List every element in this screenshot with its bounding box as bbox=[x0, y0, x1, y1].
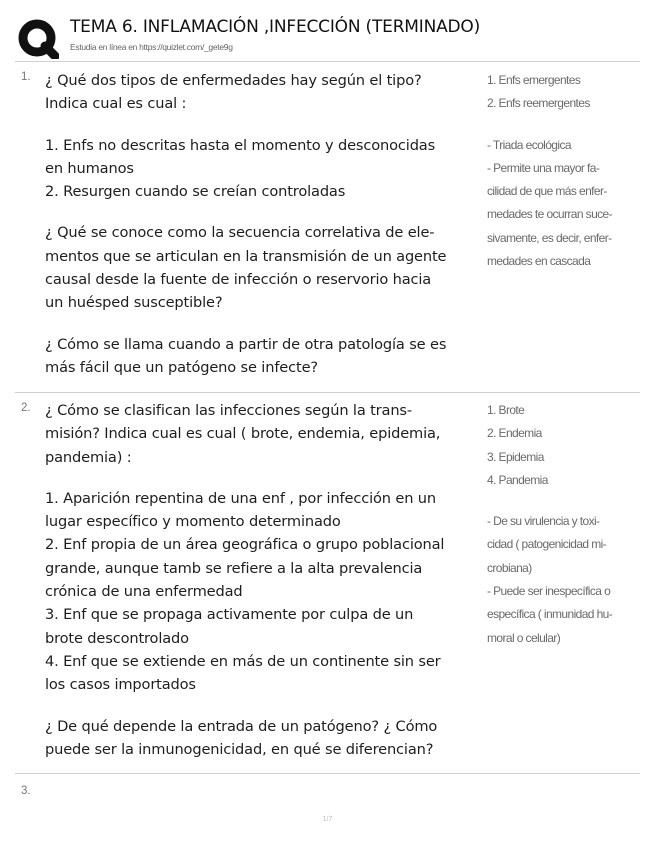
document-title: TEMA 6. INFLAMACIÓN ,INFECCIÓN (TERMINADO) bbox=[70, 17, 481, 37]
term-line: ¿ Qué se conoce como la secuencia correlativa de ele- bbox=[45, 224, 435, 242]
definition-line: 3. Epidemia bbox=[487, 449, 544, 464]
definition-line: - Permite una mayor fa- bbox=[487, 160, 600, 175]
definition-line: 4. Pandemia bbox=[487, 472, 548, 487]
definition-line: 2. Enfs reemergentes bbox=[487, 96, 590, 111]
definition-line: 2. Endemia bbox=[487, 426, 542, 441]
term-line: 2. Enf propia de un área geográfica o grupo poblacional bbox=[45, 536, 445, 554]
definition-line: - De su virulencia y toxi- bbox=[487, 514, 600, 529]
term-line: puede ser la inmunogenicidad, en qué se diferencian? bbox=[45, 740, 434, 758]
term-line: en humanos bbox=[45, 159, 134, 177]
definition-line: crobiana) bbox=[487, 560, 532, 575]
card-number: 2. bbox=[21, 402, 31, 414]
definition-line: 1. Enfs emergentes bbox=[487, 73, 581, 87]
definition-line: específica ( inmunidad hu- bbox=[487, 607, 613, 622]
term-line: grande, aunque tamb se refiere a la alta prevalencia bbox=[45, 559, 423, 577]
card-term bbox=[45, 69, 490, 379]
term-line: mentos que se articulan en la transmisión de un agente bbox=[45, 247, 447, 265]
term-line: los casos importados bbox=[45, 676, 196, 694]
term-line: 2. Resurgen cuando se creían controladas bbox=[45, 183, 346, 201]
term-line: ¿ Cómo se clasifican las infecciones según la trans- bbox=[45, 402, 412, 419]
term-line: lugar específico y momento determinado bbox=[45, 513, 341, 531]
divider bbox=[15, 61, 640, 62]
term-line: 1. Aparición repentina de una enf , por infección en un bbox=[45, 489, 436, 507]
definition-line: cilidad de que más enfer- bbox=[487, 184, 607, 199]
term-line: 3. Enf que se propaga activamente por culpa de un bbox=[45, 606, 414, 624]
definition-line: 1. Brote bbox=[487, 403, 525, 417]
divider bbox=[15, 392, 640, 393]
term-line: ¿ Cómo se llama cuando a partir de otra patología se es bbox=[45, 335, 447, 353]
card-definition bbox=[487, 399, 637, 650]
definition-line: cidad ( patogenicidad mi- bbox=[487, 537, 607, 552]
definition-line: - Puede ser inespecífica o bbox=[487, 584, 611, 599]
definition-line: medades te ocurran suce- bbox=[487, 207, 613, 222]
term-line: causal desde la fuente de infección o reservorio hacia bbox=[45, 271, 432, 289]
card-definition bbox=[487, 69, 637, 273]
term-line: un huésped susceptible? bbox=[45, 294, 223, 312]
definition-line: moral o celular) bbox=[487, 630, 561, 645]
term-line: crónica de una enfermedad bbox=[45, 583, 243, 601]
term-line: ¿ De qué depende la entrada de un patógeno? ¿ Cómo bbox=[45, 717, 438, 735]
term-line: brote descontrolado bbox=[45, 629, 189, 647]
definition-line: - Triada ecológica bbox=[487, 137, 571, 152]
term-line: más fácil que un patógeno se infecte? bbox=[45, 358, 318, 376]
term-line: 4. Enf que se extiende en más de un continente sin ser bbox=[45, 652, 441, 670]
study-online-link[interactable]: Estudia en línea en https://quizlet.com/_gete9g bbox=[70, 42, 233, 52]
definition-line: sivamente, es decir, enfer- bbox=[487, 230, 612, 245]
card-number: 3. bbox=[21, 785, 31, 797]
card-term bbox=[45, 399, 490, 761]
term-line: 1. Enfs no descritas hasta el momento y desconocidas bbox=[45, 136, 436, 154]
term-line: misión? Indica cual es cual ( brote, endemia, epidemia, bbox=[45, 425, 441, 443]
term-line: ¿ Qué dos tipos de enfermedades hay según el tipo? bbox=[45, 72, 422, 89]
page-number: 1/7 bbox=[322, 816, 333, 823]
quizlet-logo-icon bbox=[17, 19, 59, 59]
definition-line: medades en cascada bbox=[487, 254, 591, 269]
card-number: 1. bbox=[21, 71, 31, 83]
term-line: Indica cual es cual : bbox=[45, 95, 187, 113]
term-line: pandemia) : bbox=[45, 448, 132, 466]
divider bbox=[15, 773, 640, 774]
